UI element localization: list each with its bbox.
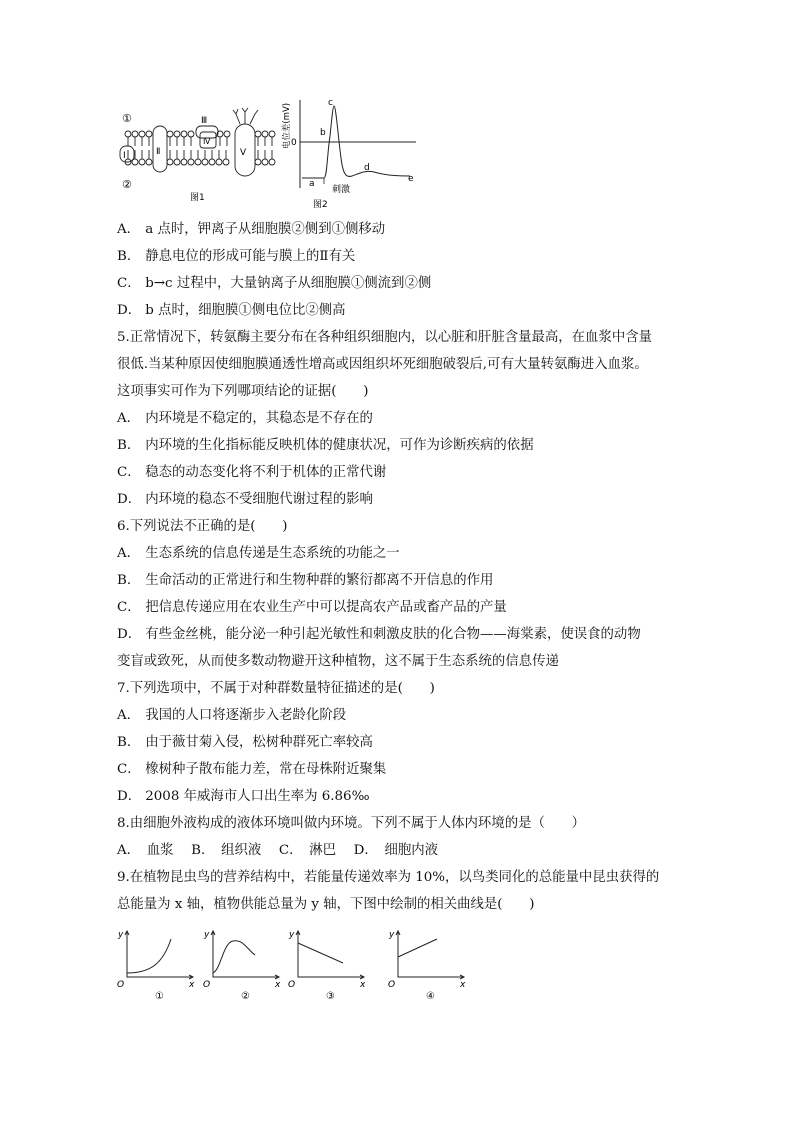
point-c: c xyxy=(328,98,333,108)
action-potential-figure xyxy=(280,96,420,210)
label-side-1: ① xyxy=(122,112,132,125)
graph-1-y: y xyxy=(118,930,124,940)
y-axis-label: 电位差(mV) xyxy=(282,102,292,150)
figure-1-caption: 图1 xyxy=(190,193,205,203)
label-protein-IV: Ⅳ xyxy=(203,137,211,146)
q7-stem: 7.下列选项中，不属于对种群数量特征描述的是( ) xyxy=(117,681,435,696)
graph-4-label: ④ xyxy=(426,991,435,1002)
graph-1-curve xyxy=(127,939,171,973)
q5-stem-line-1: 5.正常情况下，转氨酶主要分布在各种组织细胞内，以心脏和肝脏含量最高，在血浆中含量 xyxy=(117,330,653,345)
graph-4-x: x xyxy=(460,980,466,990)
q6-option-d: D． 有些金丝桃，能分泌一种引起光敏性和刺激皮肤的化合物——海棠素，使误食的动物 xyxy=(117,627,641,642)
q5-option-a: A． 内环境是不稳定的，其稳态是不存在的 xyxy=(117,411,373,426)
q9-stem-line-1: 9.在植物昆虫鸟的营养结构中，若能量传递效率为 10%，以鸟类同化的总能量中昆虫获得的 xyxy=(117,870,660,885)
q5-stem-line-3: 这项事实可作为下列哪项结论的证据( ) xyxy=(117,384,369,399)
q7-option-d: D． 2008 年威海市人口出生率为 6.86‰ xyxy=(117,789,370,804)
q9-graphs xyxy=(115,925,475,1003)
point-e: e xyxy=(408,174,414,184)
phospholipid-bottom-row xyxy=(125,159,275,165)
graph-3-x: x xyxy=(360,980,366,990)
q7-option-b: B． 由于薇甘菊入侵，松树种群死亡率较高 xyxy=(117,735,373,750)
point-b: b xyxy=(320,128,326,138)
q5-option-b: B． 内环境的生化指标能反映机体的健康状况，可作为诊断疾病的依据 xyxy=(117,438,534,453)
graph-3-origin: O xyxy=(288,980,296,990)
q4-option-b: B． 静息电位的形成可能与膜上的Ⅱ有关 xyxy=(117,249,356,264)
q7-option-c: C． 橡树种子散布能力差，常在母株附近聚集 xyxy=(117,762,387,777)
graph-4-line xyxy=(398,939,437,957)
point-a: a xyxy=(309,179,315,189)
point-d: d xyxy=(364,163,370,173)
graph-2-y: y xyxy=(204,930,210,940)
q4-option-a: A． a 点时，钾离子从细胞膜②侧到①侧移动 xyxy=(117,222,386,237)
figure-2-caption: 图2 xyxy=(313,200,328,210)
label-side-2: ② xyxy=(122,178,132,191)
q5-option-c: C． 稳态的动态变化将不利于机体的正常代谢 xyxy=(117,465,387,480)
membrane-figure xyxy=(118,100,288,205)
q5-option-d: D． 内环境的稳态不受细胞代谢过程的影响 xyxy=(117,492,373,507)
graph-4 xyxy=(396,931,464,979)
graph-2-origin: O xyxy=(203,980,211,990)
q6-option-a: A． 生态系统的信息传递是生态系统的功能之一 xyxy=(117,546,400,561)
q6-option-d-continued: 变盲或致死，从而使多数动物避开这种植物，这不属于生态系统的信息传递 xyxy=(117,654,559,669)
q4-option-c: C． b→c 过程中，大量钠离子从细胞膜①侧流到②侧 xyxy=(117,276,432,291)
graph-2-curve xyxy=(213,941,255,973)
label-protein-II: Ⅱ xyxy=(156,147,161,157)
q8-stem: 8.由细胞外液构成的液体环境叫做内环境。下列不属于人体内环境的是（ ） xyxy=(117,816,586,831)
graph-2-label: ② xyxy=(241,991,250,1002)
q7-option-a: A． 我国的人口将逐渐步入老龄化阶段 xyxy=(117,708,347,723)
graph-4-y: y xyxy=(389,930,395,940)
graph-1-origin: O xyxy=(117,980,125,990)
label-protein-V: Ⅴ xyxy=(240,148,247,158)
zero-label: 0 xyxy=(291,138,297,148)
q6-option-b: B． 生命活动的正常进行和生物种群的繁衍都离不开信息的作用 xyxy=(117,573,494,588)
q6-option-c: C． 把信息传递应用在农业生产中可以提高农产品或畜产品的产量 xyxy=(117,600,507,615)
graph-2-x: x xyxy=(275,980,281,990)
q9-stem-line-2: 总能量为 x 轴，植物供能总量为 y 轴，下图中绘制的相关曲线是( ) xyxy=(117,897,535,912)
q6-stem: 6.下列说法不正确的是( ) xyxy=(117,519,288,534)
graph-2 xyxy=(211,931,279,979)
q4-option-d: D． b 点时，细胞膜①侧电位比②侧高 xyxy=(117,303,346,318)
graph-1-x: x xyxy=(189,980,195,990)
graph-1 xyxy=(125,931,193,979)
label-protein-I: Ⅰ xyxy=(123,151,126,161)
label-protein-III: Ⅲ xyxy=(201,116,208,126)
graph-1-label: ① xyxy=(155,991,164,1002)
graph-4-origin: O xyxy=(388,980,396,990)
q5-stem-line-2: 很低.当某种原因使细胞膜通透性增高或因组织坏死细胞破裂后,可有大量转氨酶进入血浆。 xyxy=(117,357,648,372)
graph-3 xyxy=(296,931,364,979)
graph-3-y: y xyxy=(289,930,295,940)
q8-options: A． 血浆 B． 组织液 C． 淋巴 D． 细胞内液 xyxy=(117,843,439,858)
graph-3-label: ③ xyxy=(326,991,335,1002)
graph-3-line xyxy=(298,943,343,963)
stimulus-label: 刺激 xyxy=(332,185,351,195)
